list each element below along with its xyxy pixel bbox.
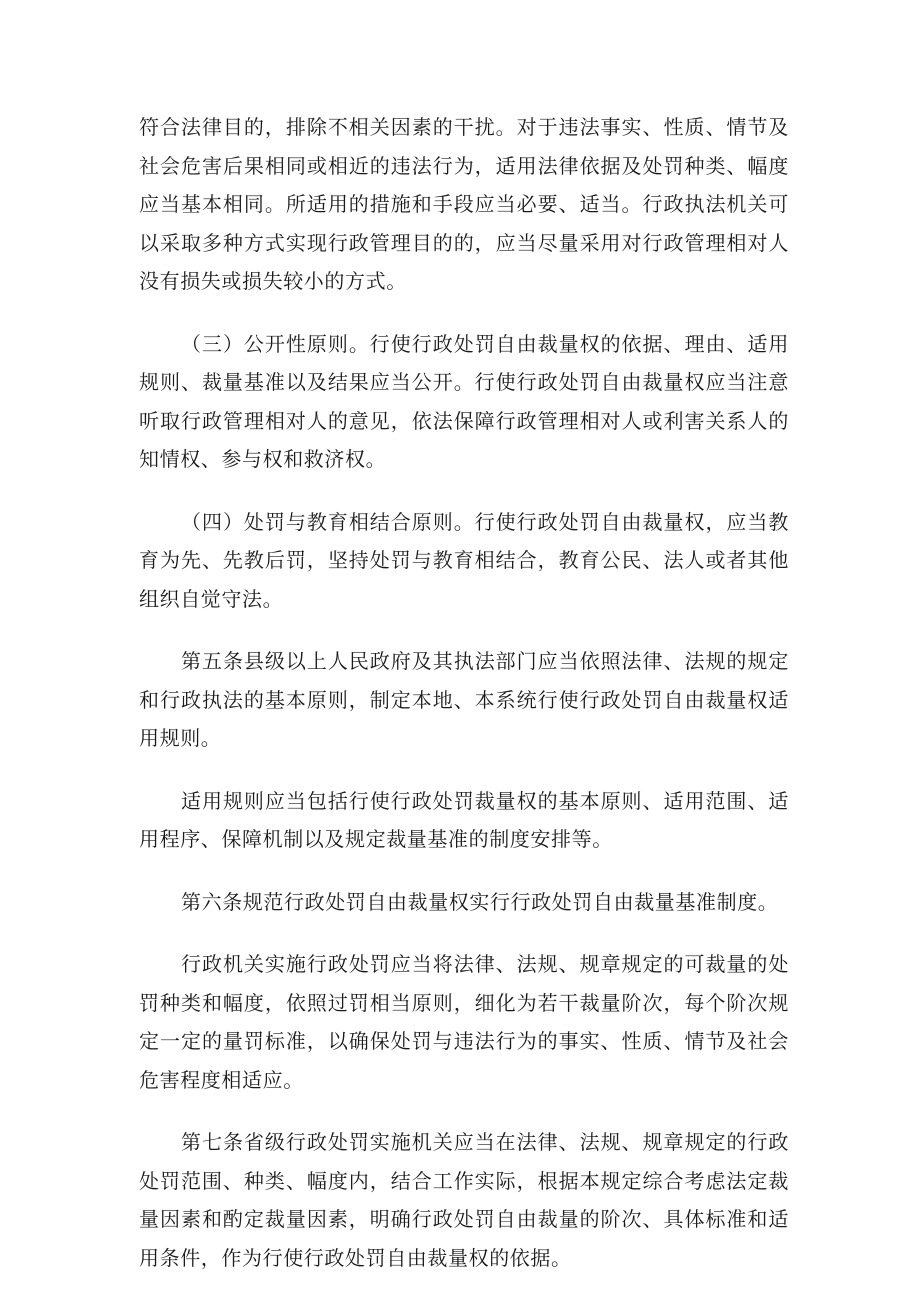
- paragraph-5: 适用规则应当包括行使行政处罚裁量权的基本原则、适用范围、适用程序、保障机制以及规定裁量基准的制度安排等。: [139, 788, 789, 851]
- paragraph-8: 第七条省级行政处罚实施机关应当在法律、法规、规章规定的行政处罚范围、种类、幅度内，结合工作实际，根据本规定综合考虑法定裁量因素和酌定裁量因素，明确行政处罚自由裁量的阶次、具体标准和适用条件，作为行使行政处罚自由裁量权的依据。: [139, 1130, 789, 1270]
- paragraph-7: 行政机关实施行政处罚应当将法律、法规、规章规定的可裁量的处罚种类和幅度，依照过罚相当原则，细化为若干裁量阶次，每个阶次规定一定的量罚标准，以确保处罚与违法行为的事实、性质、情节及社会危害程度相适应。: [139, 952, 789, 1092]
- paragraph-1: 符合法律目的，排除不相关因素的干扰。对于违法事实、性质、情节及社会危害后果相同或相近的违法行为，适用法律依据及处罚种类、幅度应当基本相同。所适用的措施和手段应当必要、适当。行政执法机关可以采取多种方式实现行政管理目的的，应当尽量采用对行政管理相对人没有损失或损失较小的方式。: [139, 115, 789, 293]
- paragraph-6: 第六条规范行政处罚自由裁量权实行行政处罚自由裁量基准制度。: [181, 889, 779, 914]
- paragraph-2: （三）公开性原则。行使行政处罚自由裁量权的依据、理由、适用规则、裁量基准以及结果应当公开。行使行政处罚自由裁量权应当注意听取行政管理相对人的意见，依法保障行政管理相对人或利害关系人的知情权、参与权和救济权。: [139, 331, 789, 471]
- paragraph-3: （四）处罚与教育相结合原则。行使行政处罚自由裁量权，应当教育为先、先教后罚，坚持处罚与教育相结合，教育公民、法人或者其他组织自觉守法。: [139, 509, 789, 611]
- document-body: [139, 108, 789, 1301]
- paragraph-4: 第五条县级以上人民政府及其执法部门应当依照法律、法规的规定和行政执法的基本原则，制定本地、本系统行使行政处罚自由裁量权适用规则。: [139, 649, 789, 750]
